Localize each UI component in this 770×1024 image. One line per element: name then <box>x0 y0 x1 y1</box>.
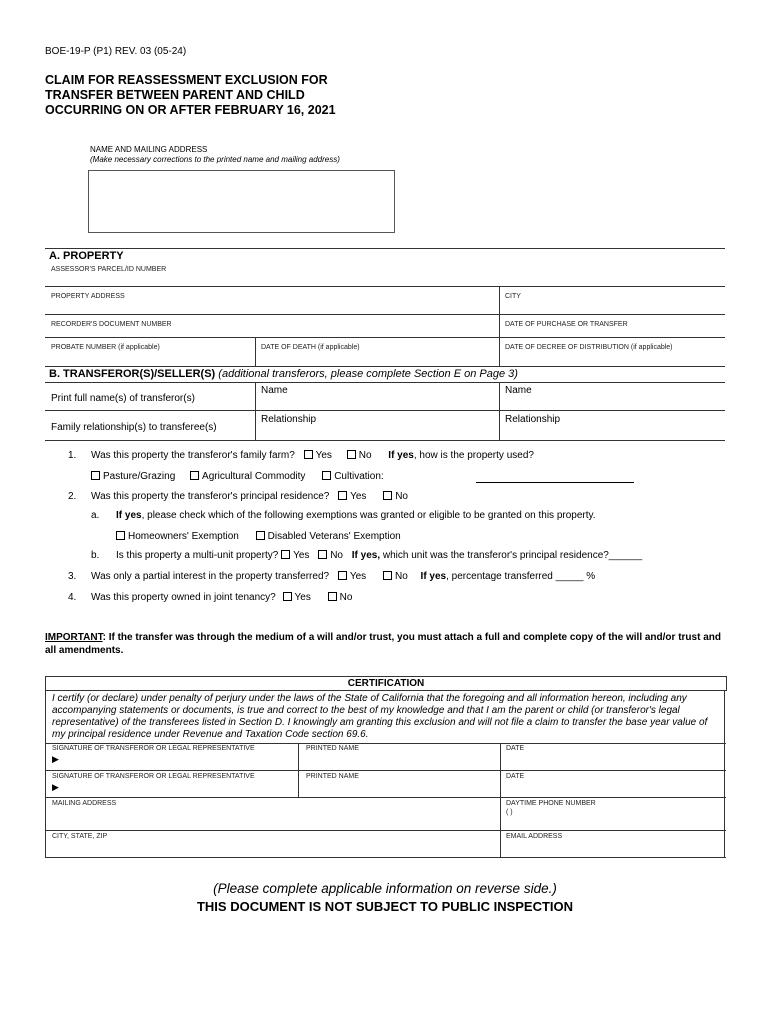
pasture-label: Pasture/Grazing <box>103 471 176 482</box>
q1-ifyes: If yes <box>388 450 414 461</box>
q3-row <box>91 571 595 582</box>
q2-no-option[interactable] <box>383 491 408 502</box>
section-b-title-text: B. TRANSFEROR(S)/SELLER(S) <box>49 368 216 380</box>
important-text: : If the transfer was through the medium of a will and/or trust, you must attach a full and complete copy of the will and/or trust and all amendments. <box>45 632 721 656</box>
q4-no-label: No <box>339 592 353 603</box>
q1-no-checkbox[interactable] <box>347 450 356 459</box>
q2-number: 2. <box>68 491 77 502</box>
q3-rest: , percentage transferred _____ % <box>446 571 596 582</box>
pasture-option[interactable] <box>91 471 175 482</box>
probate-label: PROBATE NUMBER (if applicable) <box>51 344 160 351</box>
section-b-note: (additional transferors, please complete Section E on Page 3) <box>218 368 518 380</box>
important-notice <box>45 631 725 657</box>
cultivation-label: Cultivation: <box>334 471 384 482</box>
certification-text: I certify (or declare) under penalty of perjury under the laws of the State of California that the foregoing and all information hereon, including any accompanying statements or documents, is true and correct to the best of my knowledge and that I am the parent or child (or transferor's legal representative) of the transferees listed in Section D. I knowingly am granting this exclusion and will not file a claim to transfer the base year value of my principal residence under Revenue and Taxation Code section 69.6. <box>52 693 708 740</box>
q1-no-label: No <box>358 450 372 461</box>
form-title <box>45 73 336 118</box>
homeowners-option[interactable] <box>116 531 239 542</box>
veterans-checkbox[interactable] <box>256 531 265 540</box>
city-label: CITY <box>505 293 521 300</box>
agri-label: Agricultural Commodity <box>202 471 306 482</box>
q4-text: Was this property owned in joint tenancy? <box>91 592 276 603</box>
purchase-date-label: DATE OF PURCHASE OR TRANSFER <box>505 321 628 328</box>
city-state-zip-label: CITY, STATE, ZIP <box>52 833 108 840</box>
q4-yes-label: Yes <box>294 592 311 603</box>
name-1-label: Name <box>261 385 288 396</box>
recorder-doc-label: RECORDER'S DOCUMENT NUMBER <box>51 321 172 328</box>
section-a-property <box>45 248 725 366</box>
q1-yes-checkbox[interactable] <box>304 450 313 459</box>
q2b-row <box>116 550 642 561</box>
section-b-transferors <box>45 366 725 441</box>
q2b-no-option[interactable] <box>318 550 343 561</box>
title-line-3: OCCURRING ON OR AFTER FEBRUARY 16, 2021 <box>45 103 336 117</box>
section-a-title: A. PROPERTY <box>49 250 124 262</box>
agri-checkbox[interactable] <box>190 471 199 480</box>
address-label: NAME AND MAILING ADDRESS <box>90 145 208 154</box>
date-1-label: DATE <box>506 745 525 752</box>
phone-label: DAYTIME PHONE NUMBER <box>506 800 596 807</box>
q3-yes-option[interactable] <box>338 571 366 582</box>
q3-no-checkbox[interactable] <box>383 571 392 580</box>
q2b-yes-checkbox[interactable] <box>281 550 290 559</box>
name-2-label: Name <box>505 385 532 396</box>
q2a-ifyes: If yes <box>116 510 142 521</box>
exemptions-row <box>116 531 401 542</box>
printed-name-2-label: PRINTED NAME <box>306 773 359 780</box>
q1-uses-row <box>91 471 384 482</box>
address-sublabel: (Make necessary corrections to the printed name and mailing address) <box>90 155 340 164</box>
q3-yes-label: Yes <box>349 571 367 582</box>
relationship-2-label: Relationship <box>505 414 561 425</box>
q1-no-option[interactable] <box>347 450 372 461</box>
q2b-text: Is this property a multi-unit property? <box>116 550 279 561</box>
decree-date-label: DATE OF DECREE OF DISTRIBUTION (if applicable) <box>505 344 673 351</box>
death-date-label: DATE OF DEATH (if applicable) <box>261 344 360 351</box>
address-box[interactable] <box>88 170 395 233</box>
q3-yes-checkbox[interactable] <box>338 571 347 580</box>
reverse-side-note: (Please complete applicable information on reverse side.) <box>213 881 557 896</box>
cultivation-line[interactable] <box>476 482 634 483</box>
q3-no-label: No <box>394 571 408 582</box>
phone-parens: ( ) <box>506 809 513 816</box>
signature-1-arrow-icon: ▶ <box>52 754 59 764</box>
print-names-label: Print full name(s) of transferor(s) <box>51 393 195 404</box>
q3-ifyes: If yes <box>420 571 447 582</box>
q2b-rest: which unit was the transferor's principal residence?______ <box>380 550 643 561</box>
public-inspection-notice: THIS DOCUMENT IS NOT SUBJECT TO PUBLIC INSPECTION <box>196 899 574 914</box>
q1-ifyes-rest: , how is the property used? <box>413 450 534 461</box>
q1-number: 1. <box>68 450 77 461</box>
q2-row <box>91 491 408 502</box>
q1-yes-option[interactable] <box>304 450 332 461</box>
signature-1-label: SIGNATURE OF TRANSFEROR OR LEGAL REPRESENTATIVE <box>52 745 255 752</box>
apn-label: ASSESSOR'S PARCEL/ID NUMBER <box>51 266 167 273</box>
certification-title: CERTIFICATION <box>45 676 727 691</box>
q2-yes-label: Yes <box>350 491 367 502</box>
q1-yes-label: Yes <box>315 450 332 461</box>
agri-option[interactable] <box>190 471 305 482</box>
q2-yes-option[interactable] <box>338 491 366 502</box>
q4-yes-option[interactable] <box>283 592 311 603</box>
q3-no-option[interactable] <box>383 571 408 582</box>
signature-2-label: SIGNATURE OF TRANSFEROR OR LEGAL REPRESENTATIVE <box>52 773 255 780</box>
q2b-yes-label: Yes <box>293 550 310 561</box>
q4-row <box>91 592 352 603</box>
q2-no-label: No <box>395 491 408 502</box>
q4-no-checkbox[interactable] <box>328 592 337 601</box>
q2a-row <box>116 510 596 521</box>
cultivation-option[interactable] <box>322 471 383 482</box>
section-b-title <box>49 368 518 380</box>
printed-name-1-label: PRINTED NAME <box>306 745 359 752</box>
mailing-address-label: MAILING ADDRESS <box>52 800 117 807</box>
family-relationship-label: Family relationship(s) to transferee(s) <box>51 422 217 433</box>
q2a-text: , please check which of the following exemptions was granted or eligible to be granted on this property. <box>141 510 596 521</box>
title-line-1: CLAIM FOR REASSESSMENT EXCLUSION FOR <box>45 73 328 87</box>
q1-text: Was this property the transferor's family farm? <box>91 450 295 461</box>
q2-yes-checkbox[interactable] <box>338 491 347 500</box>
signature-2-arrow-icon: ▶ <box>52 782 59 792</box>
q2b-ifyes: If yes, <box>351 550 381 561</box>
title-line-2: TRANSFER BETWEEN PARENT AND CHILD <box>45 88 305 102</box>
q2b-no-label: No <box>330 550 343 561</box>
date-2-label: DATE <box>506 773 525 780</box>
homeowners-checkbox[interactable] <box>116 531 125 540</box>
important-label: IMPORTANT <box>45 632 103 643</box>
pasture-checkbox[interactable] <box>91 471 100 480</box>
address-label-block <box>90 145 340 165</box>
cultivation-checkbox[interactable] <box>322 471 331 480</box>
q2-text: Was this property the transferor's principal residence? <box>91 491 330 502</box>
q3-text: Was only a partial interest in the property transferred? <box>91 571 330 582</box>
form-code: BOE-19-P (P1) REV. 03 (05-24) <box>45 46 187 57</box>
homeowners-label: Homeowners' Exemption <box>128 531 239 542</box>
email-label: EMAIL ADDRESS <box>506 833 563 840</box>
q2b-number: b. <box>91 550 100 561</box>
veterans-option[interactable] <box>256 531 401 542</box>
q4-number: 4. <box>68 592 77 603</box>
q2b-no-checkbox[interactable] <box>318 550 327 559</box>
veterans-label: Disabled Veterans' Exemption <box>267 531 401 542</box>
q2-no-checkbox[interactable] <box>383 491 392 500</box>
q4-yes-checkbox[interactable] <box>283 592 292 601</box>
property-address-label: PROPERTY ADDRESS <box>51 293 125 300</box>
q2b-yes-option[interactable] <box>281 550 309 561</box>
q1-row <box>91 450 534 461</box>
q4-no-option[interactable] <box>328 592 353 603</box>
q2a-number: a. <box>91 510 100 521</box>
q3-number: 3. <box>68 571 77 582</box>
relationship-1-label: Relationship <box>261 414 317 425</box>
